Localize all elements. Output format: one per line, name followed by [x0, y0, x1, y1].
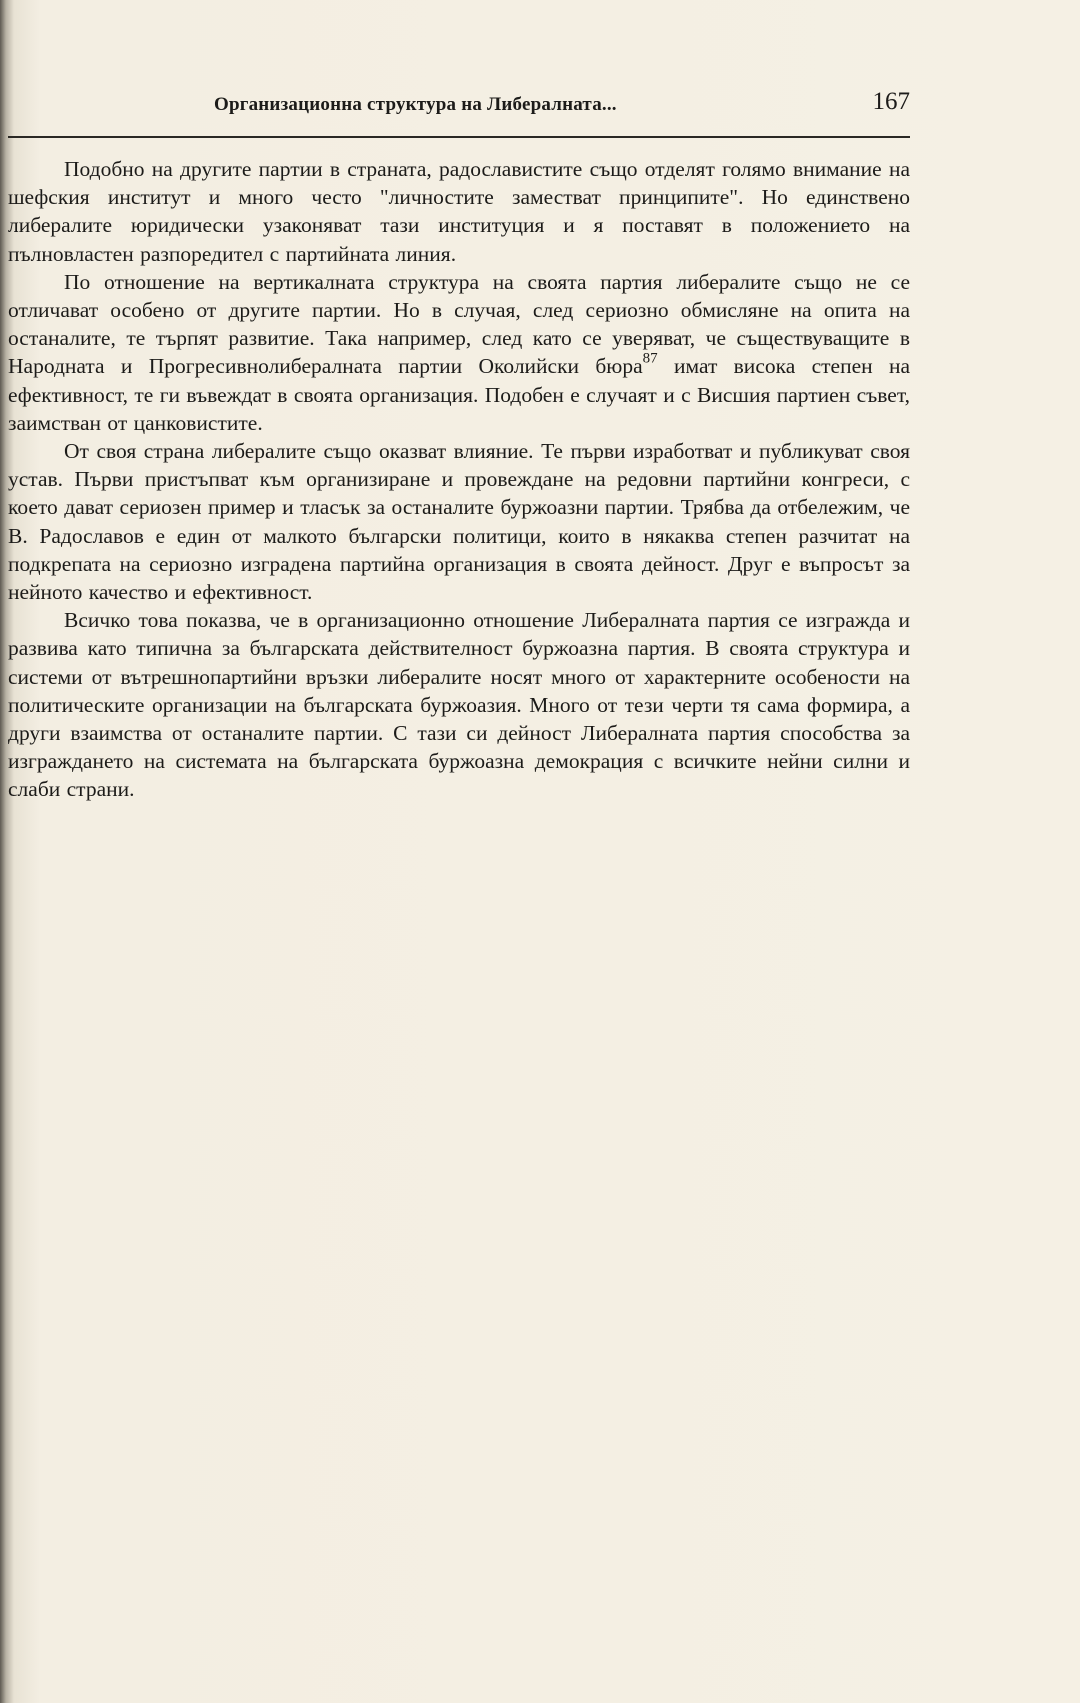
body-text: [8, 155, 910, 804]
paragraph-2: [8, 268, 910, 437]
page-header: [8, 88, 910, 138]
paragraph-2-text-after: имат висока степен на ефективност, те ги въвеждат в своята организация. Подобен е случаят и с Висшия партиен съвет, заимстван от цанковистите.: [8, 354, 910, 435]
paragraph-4: Всичко това показва, че в организационно отношение Либералната партия се изгражда и развива като типична за българската действителност буржоазна партия. В своята структура и системи от вътрешнопартийни връзки либералите носят много от характерните особености на политическите организации на българската буржоазия. Много от тези черти тя сама формира, а други взаимства от останалите партии. С тази си дейност Либералната партия способства за изграждането на системата на българската буржоазна демокрация с всичките нейни силни и слаби страни.: [8, 608, 910, 802]
paragraph-3: От своя страна либералите също оказват влияние. Те първи изработват и публикуват своя устав. Първи пристъпват към организиране и провеждане на редовни партийни конгреси, с което дават сериозен пример и тласък за останалите буржоазни партии. Трябва да отбележим, че В. Радославов е един от малкото български политици, които в някаква степен разчитат на подкрепата на сериозно изградена партийна организация в своята дейност. Друг е въпросът за нейното качество и ефективност.: [8, 439, 910, 605]
paragraph-2-text-before: По отношение на вертикалната структура на своята партия либералите също не се отличават особено от другите партии. Но в случая, след сериозно обмисляне на опита на останалите, те търпят развитие. Така например, след като се уверяват, че съществуващите в Народната и Прогресивнолибералната партии Околийски бюра: [8, 269, 910, 379]
running-title: Организационна структура на Либералната...: [214, 94, 617, 115]
paragraph-1: Подобно на другите партии в страната, радославистите също отделят голямо внимание на шефския институт и много често "личностите заместват принципите". Но единствено либералите юридически узаконяват тази институция и я поставят в положението на пълновластен разпоредител с партийната линия.: [8, 157, 910, 266]
page-number: 167: [872, 88, 910, 115]
footnote-reference: 87: [642, 350, 658, 367]
